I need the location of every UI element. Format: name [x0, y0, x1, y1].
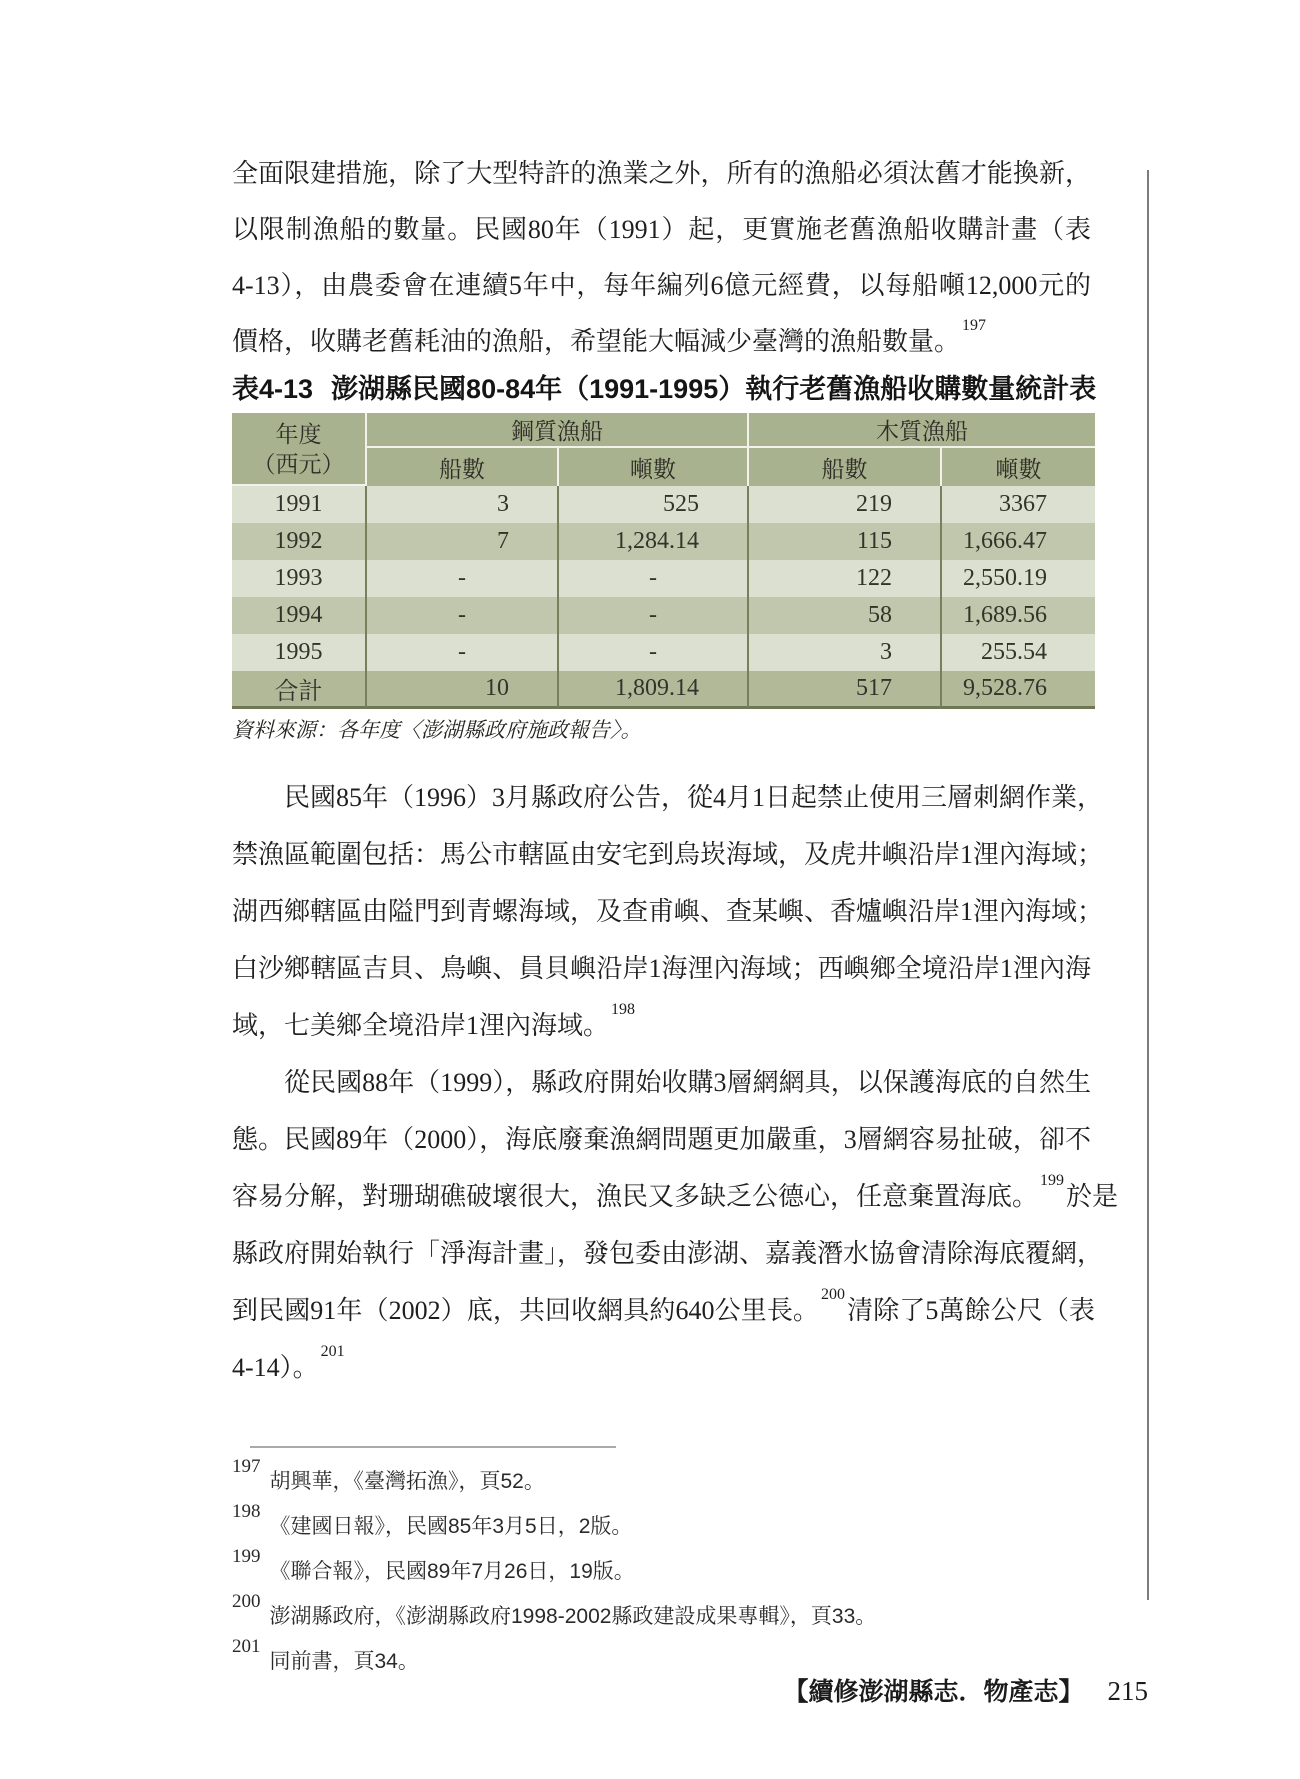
body-text-line	[232, 769, 1104, 826]
wood-group-header: 木質漁船	[747, 413, 1095, 448]
steel-tons-header: 噸數	[557, 448, 747, 486]
year-cell: 1992	[232, 523, 365, 560]
footnote-text: 同前書，頁34。	[269, 1650, 419, 1673]
wood-tons-cell: 1,689.56	[940, 597, 1095, 634]
purchase-stats-table	[232, 413, 1095, 709]
wood-tons-cell: 3367	[940, 486, 1095, 523]
body-text-segment: 湖西鄉轄區由隘門到青螺海域，及查甫嶼、查某嶼、香爐嶼沿岸1浬內海域；	[232, 897, 1104, 926]
table-source-note: 資料來源：各年度〈澎湖縣政府施政報告〉。	[232, 718, 642, 742]
wood-ships-cell: 219	[747, 486, 940, 523]
wood-ships-cell: 3	[747, 634, 940, 671]
footnote-ref: 200	[821, 1286, 846, 1304]
wood-ships-cell: 115	[747, 523, 940, 560]
steel-tons-cell: -	[557, 597, 747, 634]
footnote	[232, 1591, 1095, 1636]
footnote-number: 200	[232, 1591, 261, 1612]
body-text-line	[232, 258, 1095, 314]
body-text-line	[232, 826, 1104, 883]
footnote-number: 197	[232, 1456, 261, 1477]
footnote-ref	[1103, 887, 1107, 904]
wood-ships-header: 船數	[747, 448, 940, 486]
table-row	[232, 486, 1095, 523]
body-text-line	[232, 1225, 1104, 1282]
body-text-segment: 以限制漁船的數量。民國80年（1991）起，更實施老舊漁船收購計畫（表	[232, 215, 1091, 244]
body-text-line	[232, 940, 1095, 997]
footnote-text: 《聯合報》，民國89年7月26日，19版。	[269, 1560, 635, 1583]
footnote-ref	[1091, 261, 1095, 278]
footnote-ref	[1103, 773, 1107, 790]
paragraph	[232, 1054, 1119, 1396]
year-header-line1: 年度	[275, 420, 322, 447]
body-text-line	[232, 314, 1095, 370]
steel-ships-cell: 3	[365, 486, 557, 523]
footnote-number: 199	[232, 1546, 261, 1567]
footnote-separator	[250, 1446, 616, 1448]
wood-tons-cell: 2,550.19	[940, 560, 1095, 597]
body-text-segment: 域，七美鄉全境沿岸1浬內海域。	[232, 1011, 610, 1040]
footnote-text: 《建國日報》，民國85年3月5日，2版。	[269, 1515, 633, 1538]
body-text-line	[232, 1282, 1095, 1339]
steel-tons-cell: 525	[557, 486, 747, 523]
footnote-number: 201	[232, 1636, 261, 1657]
wood-tons-cell: 9,528.76	[940, 671, 1095, 709]
footnote	[232, 1546, 1095, 1591]
footnotes-section	[232, 1446, 1095, 1681]
footnote-ref	[1091, 944, 1095, 961]
body-text-line	[232, 202, 1095, 258]
steel-ships-cell: -	[365, 597, 557, 634]
steel-tons-cell: -	[557, 634, 747, 671]
steel-tons-cell: 1,809.14	[557, 671, 747, 709]
footnote-number: 198	[232, 1501, 261, 1522]
table-total-row	[232, 671, 1095, 709]
body-text-segment: 於是	[1066, 1182, 1119, 1211]
body-text-line	[232, 1339, 1095, 1396]
body-text-line	[232, 997, 1095, 1054]
table-caption	[232, 370, 1095, 408]
steel-ships-cell: 7	[365, 523, 557, 560]
footnote-ref	[1103, 830, 1107, 847]
page-footer	[783, 1672, 1148, 1708]
footnote-ref	[1091, 1058, 1095, 1075]
body-text-segment: 禁漁區範圍包括：馬公市轄區由安宅到烏崁海域，及虎井嶼沿岸1浬內海域；	[232, 840, 1104, 869]
footer-book-title: 【續修澎湖縣志．物產志】	[783, 1679, 1084, 1706]
table-row	[232, 523, 1095, 560]
footnote-ref	[1091, 1115, 1095, 1132]
steel-ships-cell: -	[365, 634, 557, 671]
footnote-ref: 201	[320, 1343, 345, 1361]
body-text-line	[232, 146, 1095, 202]
year-header-line2: （西元）	[252, 450, 345, 477]
year-cell: 1995	[232, 634, 365, 671]
page-number: 215	[1107, 1676, 1148, 1706]
year-cell: 1991	[232, 486, 365, 523]
body-text-line	[232, 1111, 1095, 1168]
footnote-ref	[1091, 205, 1095, 222]
footnote-ref: 197	[962, 317, 987, 335]
wood-ships-cell: 58	[747, 597, 940, 634]
year-cell: 1994	[232, 597, 365, 634]
year-column-header	[232, 413, 365, 486]
footnote-text: 胡興華，《臺灣拓漁》，頁52。	[269, 1470, 545, 1493]
table-group-header-row	[232, 413, 1095, 448]
footnote-ref	[1091, 149, 1095, 166]
year-cell: 1993	[232, 560, 365, 597]
table-caption-label: 表4-13	[232, 374, 314, 404]
table-caption-text: 澎湖縣民國80-84年（1991-1995）執行老舊漁船收購數量統計表	[331, 374, 1097, 404]
paragraph	[232, 146, 1095, 370]
body-text-segment: 全面限建措施，除了大型特許的漁業之外，所有的漁船必須汰舊才能換新，	[232, 159, 1091, 188]
steel-ships-header: 船數	[365, 448, 557, 486]
steel-ships-cell: -	[365, 560, 557, 597]
body-text-segment: 白沙鄉轄區吉貝、鳥嶼、員貝嶼沿岸1海浬內海域；西嶼鄉全境沿岸1浬內海	[232, 954, 1091, 983]
wood-tons-cell: 255.54	[940, 634, 1095, 671]
body-text-segment: 到民國91年（2002）底，共回收網具約640公里長。	[232, 1296, 820, 1325]
body-text-line	[232, 1168, 1119, 1225]
body-text-segment: 民國85年（1996）3月縣政府公告，從4月1日起禁止使用三層刺網作業，	[284, 783, 1104, 812]
body-text-segment: 4-14）。	[232, 1353, 319, 1382]
body-text-segment: 清除了5萬餘公尺（表	[847, 1296, 1095, 1325]
wood-tons-cell: 1,666.47	[940, 523, 1095, 560]
body-text-segment: 容易分解，對珊瑚礁破壞很大，漁民又多缺乏公德心，任意棄置海底。	[232, 1182, 1039, 1211]
footnote-ref	[1103, 1229, 1107, 1246]
footnote	[232, 1501, 1095, 1546]
steel-tons-cell: -	[557, 560, 747, 597]
footnote	[232, 1456, 1095, 1501]
main-text-column	[232, 0, 1119, 1396]
footnote-text: 澎湖縣政府，《澎湖縣政府1998-2002縣政建設成果專輯》，頁33。	[269, 1605, 877, 1628]
steel-ships-cell: 10	[365, 671, 557, 709]
steel-group-header: 鋼質漁船	[365, 413, 747, 448]
total-label-cell: 合計	[232, 671, 365, 709]
body-text-segment: 價格，收購老舊耗油的漁船，希望能大幅減少臺灣的漁船數量。	[232, 327, 961, 356]
body-text-segment: 態。民國89年（2000），海底廢棄漁網問題更加嚴重，3層網容易扯破，卻不	[232, 1125, 1091, 1154]
body-text-line	[232, 883, 1104, 940]
right-margin-rule	[1147, 170, 1149, 1600]
body-text-segment: 縣政府開始執行「淨海計畫」，發包委由澎湖、嘉義潛水協會清除海底覆網，	[232, 1239, 1104, 1268]
table-row	[232, 597, 1095, 634]
table-row	[232, 560, 1095, 597]
body-text-segment: 4-13），由農委會在連續5年中，每年編列6億元經費，以每船噸12,000元的	[232, 271, 1091, 300]
wood-ships-cell: 517	[747, 671, 940, 709]
wood-ships-cell: 122	[747, 560, 940, 597]
footnote-ref: 199	[1040, 1172, 1065, 1190]
wood-tons-header: 噸數	[940, 448, 1095, 486]
steel-tons-cell: 1,284.14	[557, 523, 747, 560]
footnote-ref: 198	[611, 1001, 636, 1019]
paragraph	[232, 769, 1104, 1054]
table-row	[232, 634, 1095, 671]
body-text-segment: 從民國88年（1999），縣政府開始收購3層網網具，以保護海底的自然生	[284, 1068, 1091, 1097]
body-text-line	[232, 1054, 1095, 1111]
